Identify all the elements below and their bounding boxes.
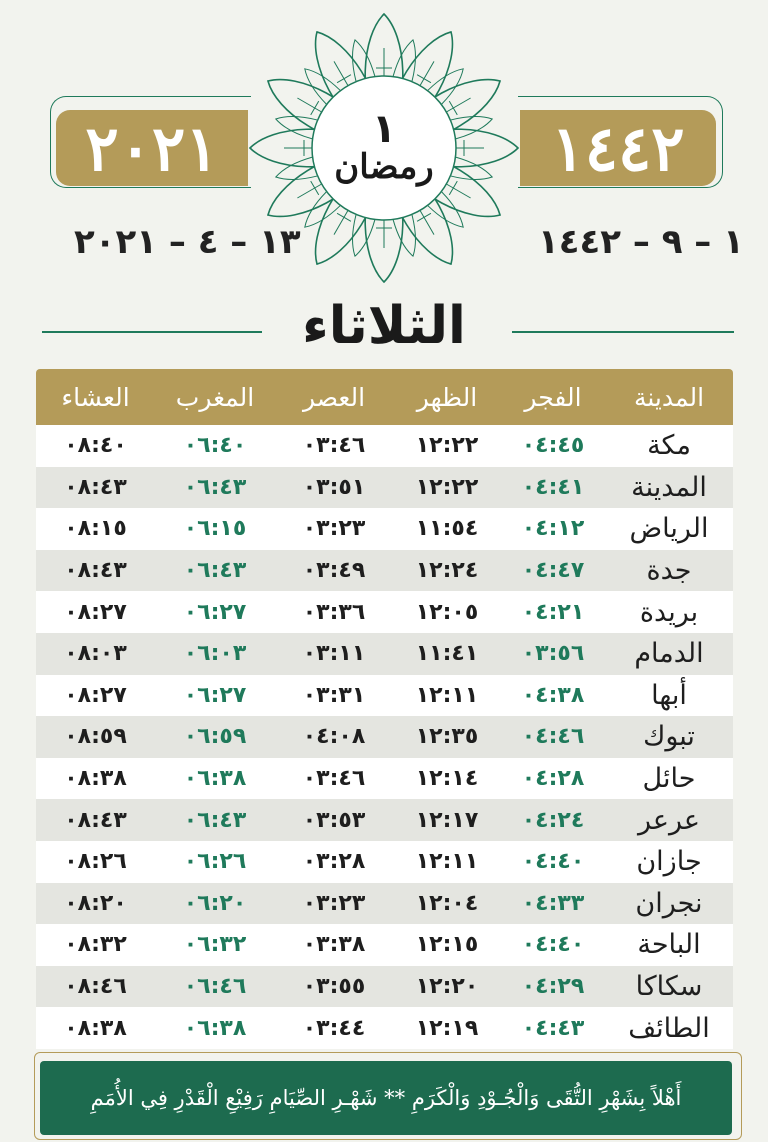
cell-isha: ٠٨:٠٣ — [64, 641, 127, 667]
weekday-title: الثلاثاء — [302, 296, 466, 356]
cell-city: جدة — [646, 555, 692, 587]
cell-city: عرعر — [637, 804, 700, 836]
cell-dhuhr: ١٢:٣٥ — [415, 724, 479, 750]
cell-asr: ٠٤:٠٨ — [302, 724, 366, 750]
cell-isha: ٠٨:٣٨ — [64, 766, 127, 792]
cell-city: المدينة — [631, 471, 707, 503]
cell-fajr: ٠٤:٢٨ — [521, 766, 585, 792]
title-divider-left — [42, 331, 262, 333]
cell-dhuhr: ١٢:٢٢ — [415, 474, 479, 500]
header-isha: العشاء — [61, 382, 130, 412]
cell-fajr: ٠٤:٤٠ — [521, 849, 585, 875]
cell-maghrib: ٠٦:٤٦ — [183, 974, 247, 1000]
cell-city: الباحة — [637, 929, 701, 961]
cell-maghrib: ٠٦:٤٠ — [183, 433, 247, 459]
header-asr: العصر — [302, 382, 366, 412]
cell-maghrib: ٠٦:٣٨ — [183, 1015, 247, 1041]
cell-city: أبها — [651, 679, 687, 711]
cell-dhuhr: ١٢:١٧ — [415, 807, 479, 833]
table-row — [36, 799, 733, 841]
cell-asr: ٠٣:٣٨ — [302, 932, 366, 958]
cell-dhuhr: ١١:٤١ — [415, 641, 479, 667]
cell-asr: ٠٣:٤٦ — [302, 766, 366, 792]
cell-isha: ٠٨:٣٨ — [64, 1015, 127, 1041]
cell-fajr: ٠٤:٤٠ — [521, 932, 585, 958]
cell-asr: ٠٣:٥٥ — [302, 974, 366, 1000]
cell-dhuhr: ١٢:١١ — [415, 682, 479, 708]
cell-asr: ٠٣:٢٣ — [302, 516, 366, 542]
cell-asr: ٠٣:٤٩ — [302, 558, 366, 584]
cell-dhuhr: ١٢:٢٤ — [415, 558, 479, 584]
cell-fajr: ٠٤:١٢ — [521, 516, 585, 542]
cell-city: بريدة — [639, 596, 699, 628]
cell-asr: ٠٣:٥٣ — [302, 807, 366, 833]
table-row — [36, 508, 733, 550]
table-row — [36, 716, 733, 758]
cell-isha: ٠٨:٤٠ — [64, 433, 127, 459]
cell-asr: ٠٣:٢٨ — [302, 849, 366, 875]
cell-fajr: ٠٤:٢٤ — [521, 807, 585, 833]
cell-fajr: ٠٤:٤٥ — [521, 433, 585, 459]
cell-isha: ٠٨:٤٣ — [64, 558, 127, 584]
cell-maghrib: ٠٦:٤٣ — [183, 474, 247, 500]
cell-maghrib: ٠٦:٣٨ — [183, 766, 247, 792]
table-row — [36, 758, 733, 800]
cell-isha: ٠٨:٥٩ — [64, 724, 127, 750]
hijri-year-banner: ١٤٤٢ — [520, 110, 716, 186]
header-maghrib: المغرب — [175, 382, 255, 412]
cell-fajr: ٠٤:٤٣ — [521, 1015, 585, 1041]
cell-fajr: ٠٣:٥٦ — [521, 641, 585, 667]
cell-asr: ٠٣:٢٣ — [302, 890, 366, 916]
cell-isha: ٠٨:٢٧ — [64, 599, 127, 625]
cell-city: مكة — [647, 430, 691, 462]
table-row — [36, 1007, 733, 1049]
hijri-date: ١ – ٩ – ١٤٤٢ — [538, 222, 744, 262]
table-row — [36, 841, 733, 883]
cell-dhuhr: ١٢:١٤ — [415, 766, 479, 792]
cell-city: نجران — [635, 887, 703, 919]
cell-asr: ٠٣:٤٤ — [302, 1015, 366, 1041]
cell-isha: ٠٨:١٥ — [64, 516, 127, 542]
cell-dhuhr: ١٢:٢٠ — [415, 974, 479, 1000]
cell-maghrib: ٠٦:٢٠ — [183, 890, 247, 916]
cell-maghrib: ٠٦:٣٢ — [183, 932, 247, 958]
table-row — [36, 883, 733, 925]
cell-dhuhr: ١٢:١٩ — [415, 1015, 479, 1041]
cell-city: سكاكا — [635, 971, 703, 1003]
gregorian-year-banner: ٢٠٢١ — [56, 110, 248, 186]
cell-isha: ٠٨:٣٢ — [64, 932, 127, 958]
cell-city: الرياض — [629, 513, 709, 545]
ramadan-emblem — [316, 80, 452, 216]
cell-isha: ٠٨:٤٦ — [64, 974, 127, 1000]
cell-maghrib: ٠٦:٢٦ — [183, 849, 247, 875]
cell-isha: ٠٨:٢٧ — [64, 682, 127, 708]
table-header — [36, 369, 733, 425]
cell-dhuhr: ١٢:٠٥ — [415, 599, 479, 625]
cell-maghrib: ٠٦:٤٣ — [183, 807, 247, 833]
cell-city: الطائف — [628, 1012, 710, 1044]
cell-dhuhr: ١٢:٢٢ — [415, 433, 479, 459]
cell-maghrib: ٠٦:٠٣ — [183, 641, 247, 667]
gregorian-date: ١٣ – ٤ – ٢٠٢١ — [74, 222, 301, 262]
cell-dhuhr: ١٢:٠٤ — [415, 890, 479, 916]
cell-isha: ٠٨:٤٣ — [64, 807, 127, 833]
cell-fajr: ٠٤:٢٩ — [521, 974, 585, 1000]
cell-fajr: ٠٤:٤١ — [521, 474, 585, 500]
header-city: المدينة — [633, 382, 705, 412]
cell-fajr: ٠٤:٣٣ — [521, 890, 585, 916]
cell-isha: ٠٨:٢٠ — [64, 890, 127, 916]
cell-asr: ٠٣:٣١ — [302, 682, 366, 708]
table-row — [36, 633, 733, 675]
cell-isha: ٠٨:٤٣ — [64, 474, 127, 500]
footer-verse: أَهْلاً بِشَهْرِ التُّقَى وَالْجُـوْدِ وَالْكَرَمِ ** شَهْـرِ الصِّيَامِ رَفِيْعِ الْقَدْرِ فِي الأُمَمِ — [40, 1061, 732, 1135]
table-row — [36, 924, 733, 966]
cell-fajr: ٠٤:٣٨ — [521, 682, 585, 708]
table-row — [36, 467, 733, 509]
cell-city: الدمام — [634, 638, 704, 670]
prayer-times-table — [36, 369, 733, 1049]
cell-asr: ٠٣:١١ — [302, 641, 366, 667]
cell-maghrib: ٠٦:١٥ — [183, 516, 247, 542]
cell-isha: ٠٨:٢٦ — [64, 849, 127, 875]
cell-asr: ٠٣:٣٦ — [302, 599, 366, 625]
cell-dhuhr: ١٢:١١ — [415, 849, 479, 875]
cell-maghrib: ٠٦:٥٩ — [183, 724, 247, 750]
cell-fajr: ٠٤:٢١ — [521, 599, 585, 625]
header-dhuhr: الظهر — [416, 382, 478, 412]
header-fajr: الفجر — [524, 382, 582, 412]
cell-fajr: ٠٤:٤٧ — [521, 558, 585, 584]
cell-dhuhr: ١١:٥٤ — [415, 516, 479, 542]
cell-maghrib: ٠٦:٢٧ — [183, 599, 247, 625]
cell-city: تبوك — [643, 721, 695, 753]
table-row — [36, 550, 733, 592]
table-body — [36, 425, 733, 1049]
cell-maghrib: ٠٦:٤٣ — [183, 558, 247, 584]
table-row — [36, 425, 733, 467]
table-row — [36, 675, 733, 717]
day-number: ١ — [371, 106, 397, 153]
table-row — [36, 966, 733, 1008]
table-row — [36, 591, 733, 633]
cell-maghrib: ٠٦:٢٧ — [183, 682, 247, 708]
cell-asr: ٠٣:٥١ — [302, 474, 366, 500]
cell-fajr: ٠٤:٤٦ — [521, 724, 585, 750]
cell-asr: ٠٣:٤٦ — [302, 433, 366, 459]
cell-city: جازان — [636, 846, 702, 878]
cell-dhuhr: ١٢:١٥ — [415, 932, 479, 958]
title-divider-right — [512, 331, 734, 333]
cell-city: حائل — [642, 763, 696, 795]
month-name: رمضان — [334, 147, 434, 188]
